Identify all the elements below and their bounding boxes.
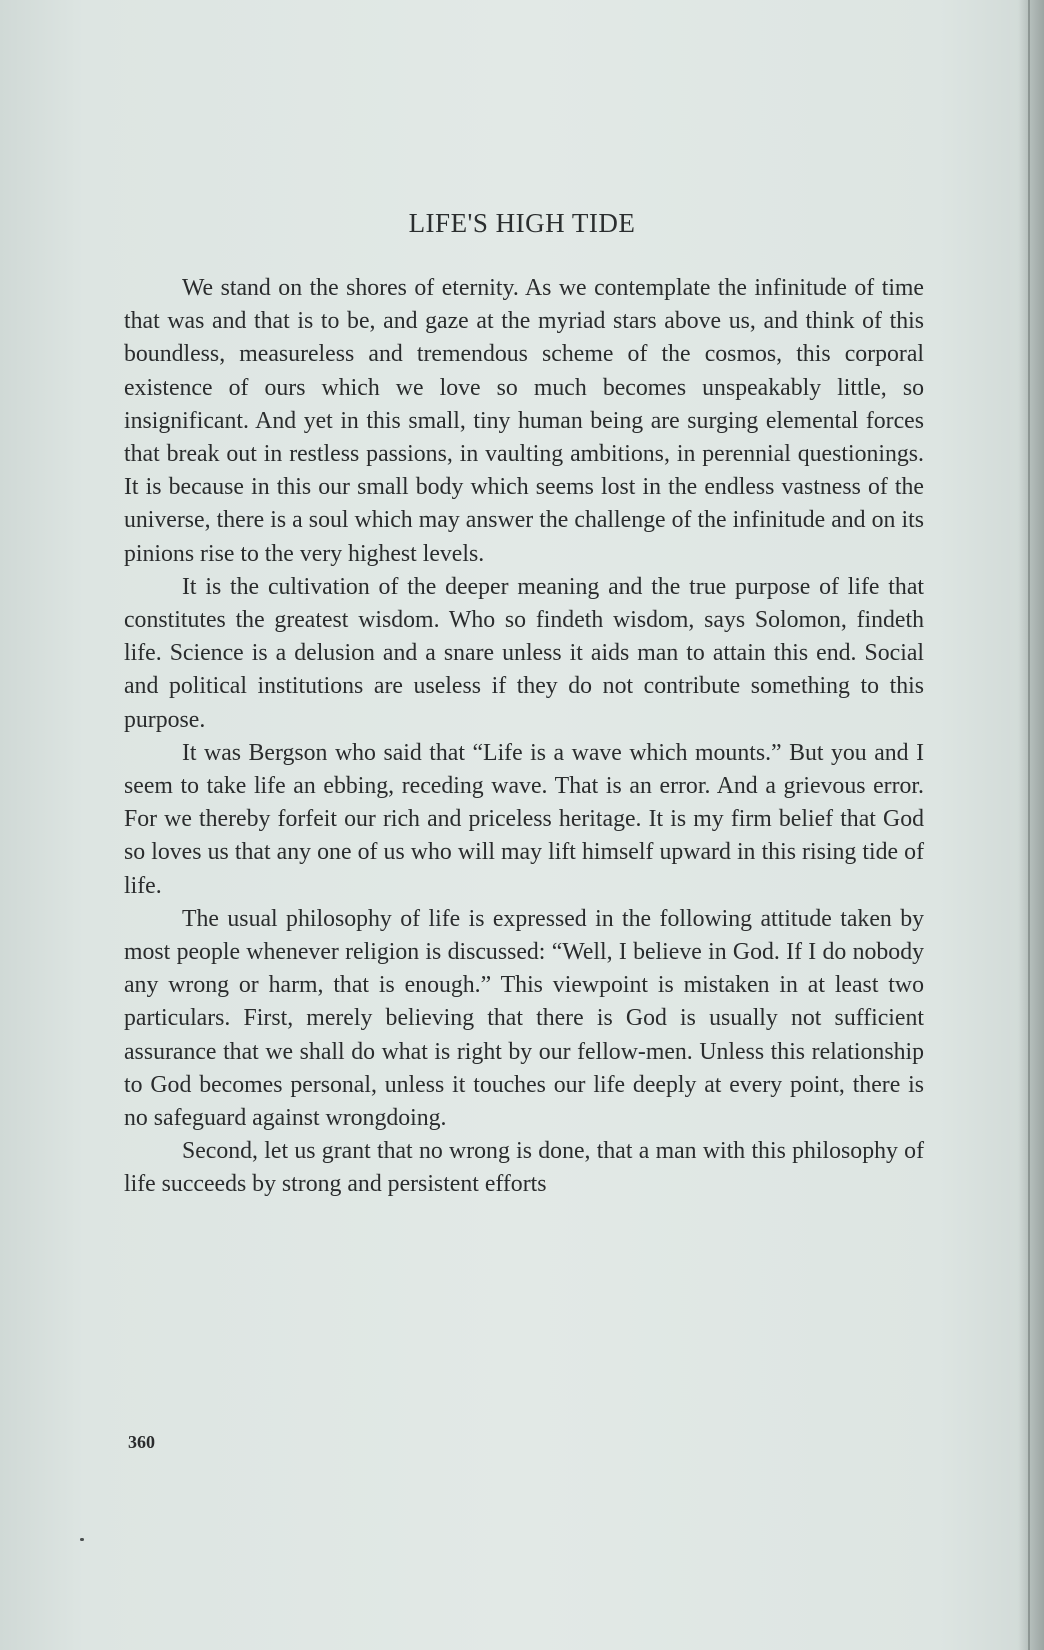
body-text [124, 272, 924, 1202]
paragraph-2: It is the cultivation of the deeper meaning and the true purpose of life that constitutes the greatest wisdom. Who so findeth wisdom, says Solomon, findeth life. Science is a delusion and a snare unless it aids man to attain this end. Social and political institutions are useless if they do not contribute something to this purpose. [124, 573, 924, 733]
paragraph-3: It was Bergson who said that “Life is a wave which mounts.” But you and I seem to take life an ebbing, receding wave. That is an error. And a grievous error. For we thereby forfeit our rich and priceless heritage. It is my firm belief that God so loves us that any one of us who will may lift himself upward in this rising tide of life. [124, 739, 924, 899]
page-number: 360 [128, 1432, 155, 1452]
binding-gutter-shadow [1018, 0, 1044, 1650]
chapter-title: LIFE'S HIGH TIDE [408, 208, 636, 238]
paragraph-4: The usual philosophy of life is expressed in the following attitude taken by most people whenever religion is discussed: “Well, I believe in God. If I do nobody any wrong or harm, that is enough.” This viewpoint is mistaken in at least two particulars. First, merely believing that there is God is usually not sufficient assurance that we shall do what is right by our fellow-men. Unless this relationship to God becomes personal, unless it touches our life deeply at every point, there is no safeguard against wrongdoing. [124, 905, 924, 1132]
paper-speck [80, 1538, 84, 1541]
paragraph-5: Second, let us grant that no wrong is done, that a man with this philosophy of life succeeds by strong and persistent efforts [124, 1138, 924, 1198]
binding-edge-line [1028, 0, 1030, 1650]
paragraph-1: We stand on the shores of eternity. As we contemplate the infinitude of time that was and that is to be, and gaze at the myriad stars above us, and think of this boundless, measureless and tremendous scheme of the cosmos, this corporal existence of ours which we love so much becomes unspeakably little, so insignificant. And yet in this small, tiny human being are surging elemental forces that break out in restless passions, in vaulting ambitions, in perennial questionings. It is because in this our small body which seems lost in the endless vastness of the universe, there is a soul which may answer the challenge of the infinitude and on its pinions rise to the very highest levels. [124, 275, 924, 567]
